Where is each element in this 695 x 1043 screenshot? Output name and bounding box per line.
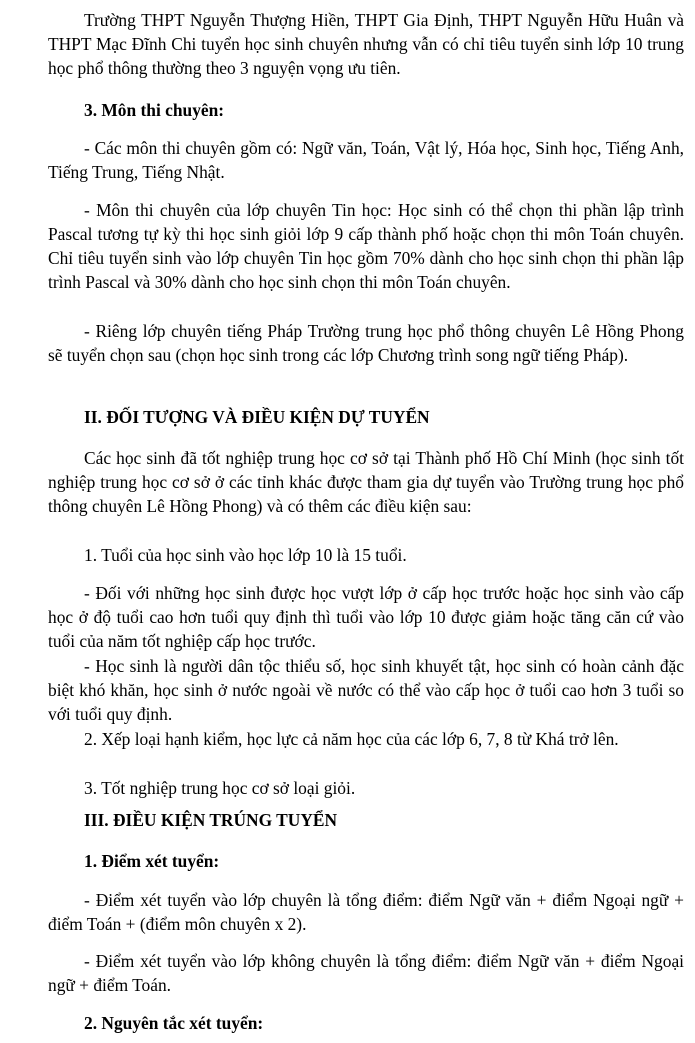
paragraph-dieu-kien-1: 1. Tuổi của học sinh vào học lớp 10 là 15 tuổi. xyxy=(84,545,407,565)
paragraph-dieu-kien-1a: - Đối với những học sinh được học vượt lớp ở cấp học trước hoặc học sinh vào cấp học ở độ tuổi cao hơn tuổi quy định thì tuổi vào lớp 10 được giảm hoặc tăng căn cứ vào tuổi của năm tốt nghiệp cấp học trước. xyxy=(48,583,684,651)
heading-nguyen-tac: 2. Nguyên tắc xét tuyển: xyxy=(84,1013,264,1033)
heading-mon-thi-chuyen: 3. Môn thi chuyên: xyxy=(84,100,225,120)
heading-doi-tuong: II. ĐỐI TƯỢNG VÀ ĐIỀU KIỆN DỰ TUYỂN xyxy=(84,407,430,427)
paragraph-diem-chuyen: - Điểm xét tuyển vào lớp chuyên là tổng điểm: điểm Ngữ văn + điểm Ngoại ngữ + điểm Toán + (điểm môn chuyên x 2). xyxy=(48,890,684,934)
paragraph-dieu-kien-3: 3. Tốt nghiệp trung học cơ sở loại giỏi. xyxy=(84,778,356,798)
paragraph-dieu-kien-2: 2. Xếp loại hạnh kiểm, học lực cả năm học của các lớp 6, 7, 8 từ Khá trở lên. xyxy=(84,729,619,749)
heading-diem-xet-tuyen: 1. Điểm xét tuyển: xyxy=(84,851,220,871)
paragraph-mon-tin-hoc: - Môn thi chuyên của lớp chuyên Tin học: Học sinh có thể chọn thi phần lập trình Pascal tương tự kỳ thi học sinh giỏi lớp 9 cấp thành phố hoặc chọn thi môn Toán chuyên. Chỉ tiêu tuyển sinh vào lớp chuyên Tin học gồm 70% dành cho học sinh chọn thi phần lập trình Pascal và 30% dành cho học sinh chọn thi môn Toán chuyên. xyxy=(48,200,684,292)
paragraph-mon-thi-list: - Các môn thi chuyên gồm có: Ngữ văn, Toán, Vật lý, Hóa học, Sinh học, Tiếng Anh, Tiếng Trung, Tiếng Nhật. xyxy=(48,138,684,182)
paragraph-doi-tuong: Các học sinh đã tốt nghiệp trung học cơ sở tại Thành phố Hồ Chí Minh (học sinh tốt nghiệp trung học cơ sở ở các tỉnh khác được tham gia dự tuyển vào Trường trung học phổ thông chuyên Lê Hồng Phong) và có thêm các điều kiện sau: xyxy=(48,448,684,516)
paragraph-chuyen-phap: - Riêng lớp chuyên tiếng Pháp Trường trung học phổ thông chuyên Lê Hồng Phong sẽ tuyển chọn sau (chọn học sinh trong các lớp Chương trình song ngữ tiếng Pháp). xyxy=(48,321,684,365)
paragraph-intro: Trường THPT Nguyễn Thượng Hiền, THPT Gia Định, THPT Nguyễn Hữu Huân và THPT Mạc Đĩnh Chi tuyển học sinh chuyên nhưng vẫn có chỉ tiêu tuyển sinh lớp 10 trung học phổ thông thường theo 3 nguyện vọng ưu tiên. xyxy=(48,10,684,78)
paragraph-dieu-kien-1b: - Học sinh là người dân tộc thiểu số, học sinh khuyết tật, học sinh có hoàn cảnh đặc biệt khó khăn, học sinh ở nước ngoài về nước có thể vào cấp học ở tuổi cao hơn 3 tuổi so với tuổi quy định. xyxy=(48,656,684,724)
heading-trung-tuyen: III. ĐIỀU KIỆN TRÚNG TUYỂN xyxy=(84,810,338,830)
paragraph-diem-khong-chuyen: - Điểm xét tuyển vào lớp không chuyên là tổng điểm: điểm Ngữ văn + điểm Ngoại ngữ + điểm Toán. xyxy=(48,951,684,995)
